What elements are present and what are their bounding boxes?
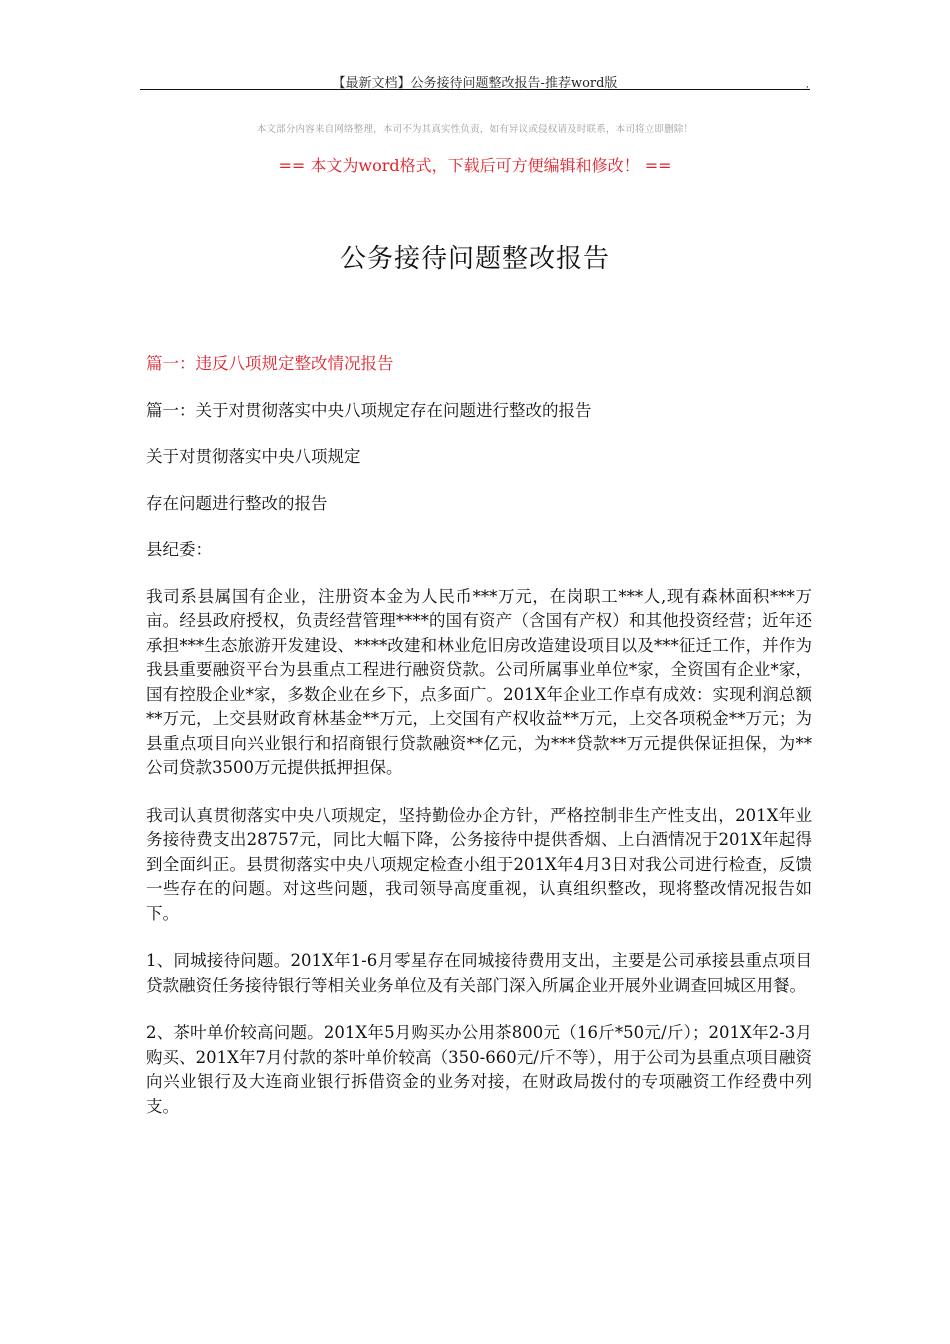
section-heading: 篇一：违反八项规定整改情况报告 xyxy=(146,354,394,373)
running-header: 【最新文档】公务接待问题整改报告-推荐word版 xyxy=(332,76,618,91)
report-heading-line: 篇一：关于对贯彻落实中央八项规定存在问题进行整改的报告 xyxy=(146,400,592,420)
header-rule xyxy=(140,89,810,90)
document-body xyxy=(146,352,812,1142)
paragraph-issue-1: 1、同城接待问题。201X年1-6月零星存在同城接待费用支出，主要是公司承接县重点项目贷款融资任务接待银行等相关业务单位及有关部门深入所属企业开展外业调查回城区用餐。 xyxy=(146,951,812,995)
report-title-line-1: 关于对贯彻落实中央八项规定 xyxy=(146,447,361,466)
header-mark: , xyxy=(806,80,809,90)
paragraph-issue-2: 2、茶叶单价较高问题。201X年5月购买办公用茶800元（16斤*50元/斤）；201X年2-3月购买、201X年7月付款的茶叶单价较高（350-660元/斤不等），用于公司为县重点项目融资向兴业银行及大连商业银行拆借资金的业务对接，在财政局拨付的专项融资工作经费中列支。 xyxy=(146,1023,812,1116)
word-format-notice: == 本文为word格式，下载后可方便编辑和修改！ == xyxy=(278,156,672,175)
salutation: 县纪委： xyxy=(146,540,212,559)
paragraph-company-overview: 我司系县属国有企业，注册资本金为人民币***万元，在岗职工***人,现有森林面积***万亩。经县政府授权，负责经营管理****的国有资产（含国有产权）和其他投资经营；近年还承担***生态旅游开发建设、****改建和林业危旧房改造建设项目以及***征迁工作，并作为我县重要融资平台为县重点工程进行融资贷款。公司所属事业单位*家，全资国有企业*家，国有控股企业*家，多数企业在乡下，点多面广。201X年企业工作卓有成效：实现利润总额**万元，上交县财政育林基金**万元，上交国有产权收益**万元，上交各项税金**万元；为县重点项目向兴业银行和招商银行贷款融资**亿元，为***贷款**万元提供保证担保，为**公司贷款3500万元提供抵押担保。 xyxy=(146,586,812,777)
report-title-line-2: 存在问题进行整改的报告 xyxy=(146,493,328,513)
disclaimer-text: 本文部分内容来自网络整理，本司不为其真实性负责，如有异议或侵权请及时联系，本司将立即删除！ xyxy=(256,124,694,135)
paragraph-implementation: 我司认真贯彻落实中央八项规定，坚持勤俭办企方针，严格控制非生产性支出，201X年业务接待费支出28757元，同比大幅下降，公务接待中提供香烟、上白酒情况于201X年起得到全面纠正。县贯彻落实中央八项规定检查小组于201X年4月3日对我公司进行检查，反馈一些存在的问题。对这些问题，我司领导高度重视，认真组织整改，现将整改情况报告如下。 xyxy=(146,805,812,923)
document-title: 公务接待问题整改报告 xyxy=(339,244,610,274)
